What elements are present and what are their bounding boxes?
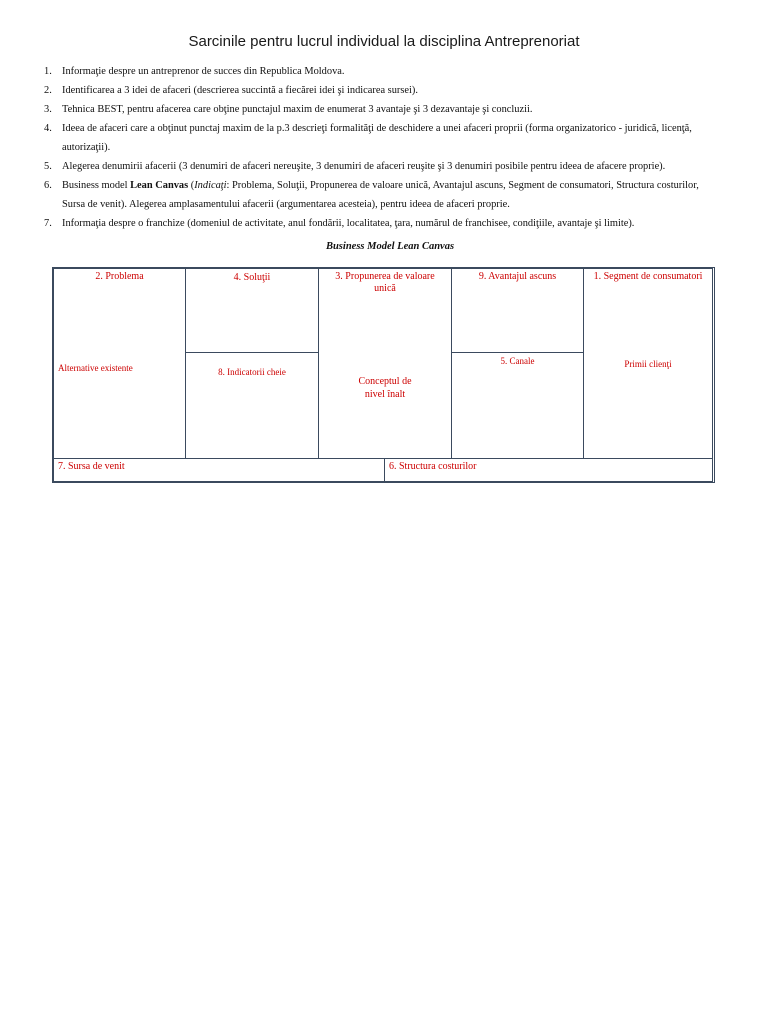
- cell-heading: 2. Problema: [95, 271, 144, 282]
- item-text: Business model: [62, 180, 131, 191]
- cell-subheading: Conceptul de: [358, 376, 412, 387]
- item-text: Ideea de afaceri care a obţinut punctaj maxim de la p.3 descrieţi formalităţi de deschidere a unei afaceri proprii (forma organizatorico - juridică, licenţă,: [62, 123, 692, 134]
- item-italic-text: Indicaţi: [194, 180, 227, 191]
- page-title: Sarcinile pentru lucrul individual la disciplina Antreprenoriat: [188, 33, 580, 50]
- item-text: : Problema, Soluţii, Propunerea de valoare unică, Avantajul ascuns, Segment de consumatori, Structura costurilor,: [226, 180, 699, 191]
- cell-heading: 8. Indicatorii cheie: [218, 367, 286, 377]
- item-text: Informaţie despre un antreprenor de succes din Republica Moldova.: [62, 66, 345, 77]
- cell-unfair-advantage: [451, 268, 584, 353]
- task-list: [44, 62, 742, 233]
- cell-solutions: [185, 268, 319, 353]
- item-number: 1.: [44, 66, 52, 77]
- cell-subheading: Primii clienţi: [624, 359, 672, 369]
- list-item: [44, 176, 742, 214]
- cell-heading: 9. Avantajul ascuns: [478, 271, 557, 282]
- list-item: [44, 214, 742, 233]
- item-number: 4.: [44, 123, 52, 134]
- item-number: 2.: [44, 85, 52, 96]
- canvas-title: Business Model Lean Canvas: [325, 241, 455, 252]
- item-text: Informaţia despre o franchize (domeniul de activitate, anul fondării, localitatea, ţara, numărul de franchisee, condiţiile, avantaje şi limite).: [62, 218, 635, 229]
- cell-key-metrics: [185, 352, 319, 459]
- cell-value-proposition: [318, 268, 452, 459]
- item-text: Sursa de venit). Alegerea amplasamentului afacerii (argumentarea acesteia), pentru ideea de afaceri proprie.: [62, 199, 510, 210]
- cell-heading: 4. Soluţii: [233, 272, 271, 283]
- cell-channels: [451, 352, 584, 459]
- item-text: autorizaţii).: [62, 142, 111, 153]
- item-text: (: [188, 180, 195, 191]
- item-number: 6.: [44, 180, 52, 191]
- list-item: [44, 100, 742, 119]
- lean-canvas-table: [52, 267, 715, 483]
- cell-revenue-streams: [53, 458, 385, 482]
- item-text: Alegerea denumirii afacerii (3 denumiri de afaceri nereuşite, 3 denumiri de afaceri reuşite şi 3 denumiri posibile pentru ideea de afacere proprie).: [62, 161, 666, 172]
- cell-heading: 6. Structura costurilor: [389, 461, 477, 472]
- list-item: [44, 157, 742, 176]
- list-item: [44, 119, 742, 157]
- list-item: [44, 81, 742, 100]
- item-number: 3.: [44, 104, 52, 115]
- list-item: [44, 62, 742, 81]
- item-bold-text: Lean Canvas: [130, 180, 189, 191]
- cell-heading: 5. Canale: [500, 356, 535, 366]
- cell-heading: 1. Segment de consumatori: [593, 271, 703, 282]
- cell-subheading: Alternative existente: [58, 363, 133, 373]
- cell-heading: 3. Propunerea de valoare: [335, 271, 435, 282]
- cell-heading: 7. Sursa de venit: [58, 461, 125, 472]
- cell-heading: unică: [374, 283, 396, 294]
- cell-cost-structure: [384, 458, 713, 482]
- cell-subheading: nivel înalt: [364, 389, 406, 400]
- item-text: Identificarea a 3 idei de afaceri (descrierea succintă a fiecărei idei şi indicarea sursei).: [62, 85, 418, 96]
- item-number: 5.: [44, 161, 52, 172]
- item-text: Tehnica BEST, pentru afacerea care obţine punctajul maxim de enumerat 3 avantaje şi 3 dezavantaje şi concluzii.: [62, 104, 533, 115]
- item-number: 7.: [44, 218, 52, 229]
- cell-customer-segments: [583, 268, 713, 459]
- cell-problem: [53, 268, 186, 459]
